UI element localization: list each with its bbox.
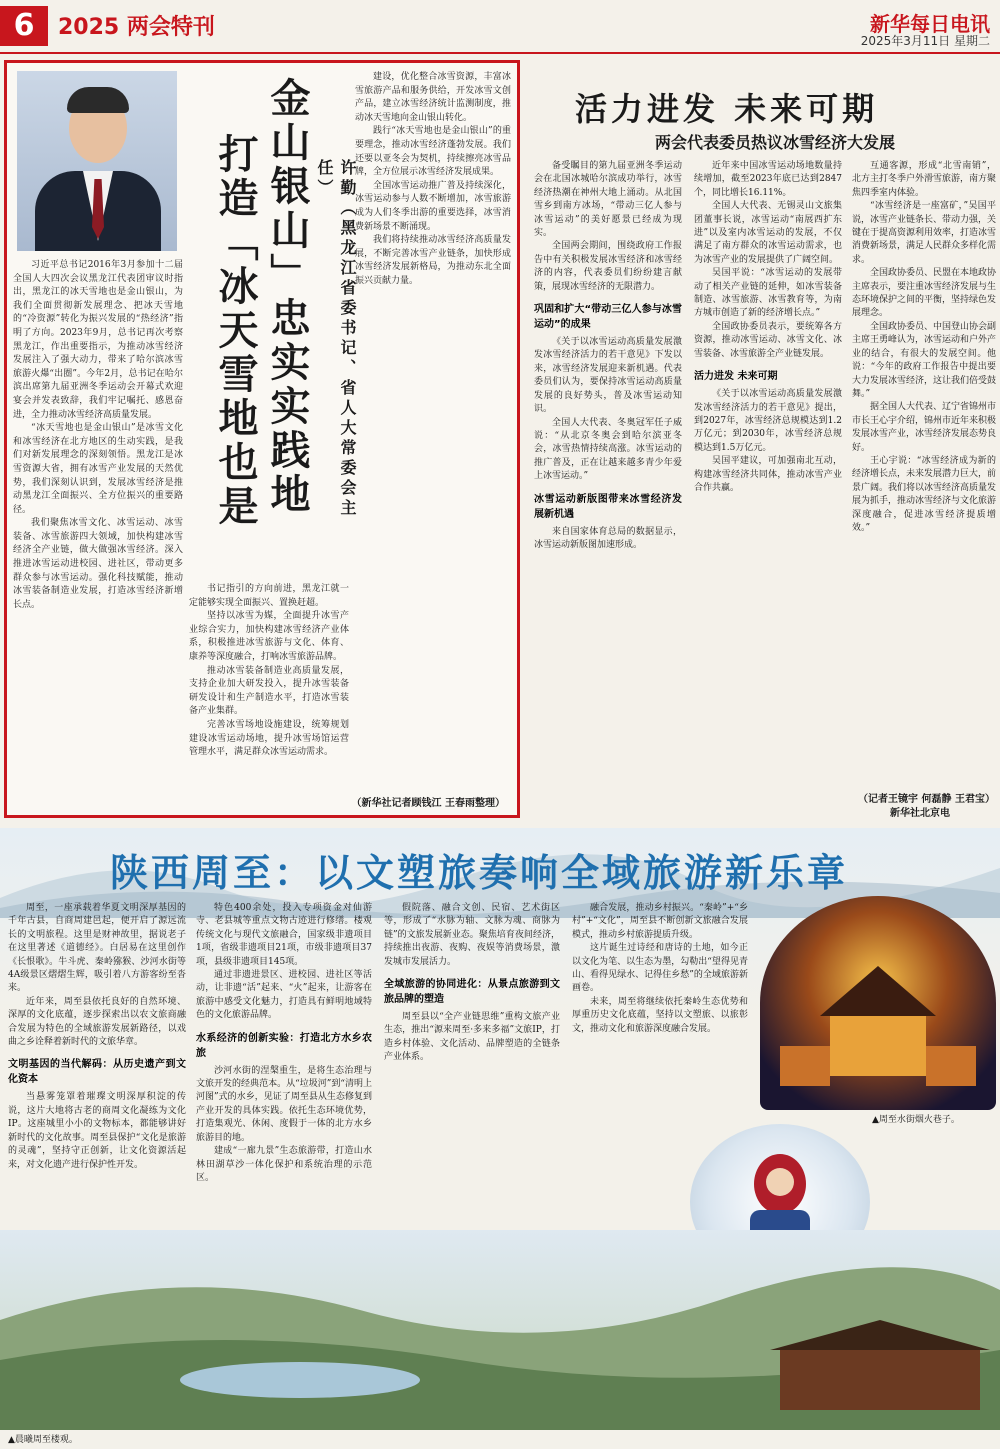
paper-name: 新华每日电讯 [870,12,990,36]
paragraph: 互通客源，形成“北雪南销”，北方主打冬季户外滑雪旅游，南方聚焦四季室内体验。 [852,161,996,198]
section-title: 2025 两会特刊 [58,15,215,40]
paragraph: 沙河水街的涅槃重生，是将生态治理与文旅开发的经典范本。从“垃圾河”到“清明上河图”式的水乡，见证了周至县从生态修复到产业开发的具体实践。依托生态环境优势，打造集观光、休闲、度假于一体的北方水乡旅游目的地。 [196,1065,372,1143]
paragraph: 全国冰雪运动推广普及持续深化，冰雪运动参与人数不断增加，冰雪旅游成为人们冬季出游的重要选择，冰雪消费新场景不断涌现。 [355,180,511,232]
article-author: 许勤（黑龙江省委书记、省人大常委会主任） [315,159,357,519]
paragraph: 践行“冰天雪地也是金山银山”的重要理念，推动冰雪经济蓬勃发展。我们还要以亚冬会为契机，持续擦亮冰雪品牌，全方位展示冰雪经济发展成果。 [355,126,511,178]
paragraph: 据全国人大代表、辽宁省锦州市市长王心宇介绍，锦州市近年来积极发展冰雪产业，冰雪经济发展态势良好。 [852,402,996,453]
bottom-article-title: 陕西周至：以文塑旅奏响全域旅游新乐章 [110,851,849,895]
subheading: 冰雪运动新版图带来冰雪经济发展新机遇 [534,493,682,520]
paragraph: 习近平总书记2016年3月参加十二届全国人大四次会议黑龙江代表团审议时指出，黑龙江的冰天雪地也是金山银山，为我们全面贯彻新发展理念、把冰天雪地的“冷资源”转化为振兴发展的“热经济”指明了方向。2023年9月，总书记再次考察黑龙江，作出重要指示，为推动冰雪经济发展注入了强大动力，带来了哈尔滨冰雪旅游火爆“出圈”。今年2月，总书记在哈尔滨出席第九届亚洲冬季运动会开幕式欢迎宴会并发表致辞，我们牢记嘱托、感恩奋进，全力推动冰雪经济高质量发展。 [13,260,183,420]
photo-caption: ▲晨曦周至楼观。 [8,1435,78,1445]
right-column-2 [694,160,842,810]
subheading: 巩固和扩大“带动三亿人参与冰雪运动”的成果 [534,304,682,331]
right-article-dateline: 新华社北京电 [890,808,950,819]
paragraph: 未来，周至将继续依托秦岭生态优势和厚重历史文化底蕴，坚持以文塑旅、以旅彰文，推动文化和旅游深度融合发展。 [572,996,748,1034]
article-column-1 [13,259,183,809]
paragraph: 建设，优化整合冰雪资源，丰富冰雪旅游产品和服务供给，开发冰雪文创产品，建立冰雪经济统计监测制度，推动冰天雪地向金山银山转化。 [355,72,511,123]
paragraph: 《关于以冰雪运动高质量发展激发冰雪经济活力的若干意见》提出，到2027年，冰雪经济总规模达到1.2万亿元；到2030年，冰雪经济总规模达到1.5万亿元。 [694,389,842,453]
article-column-2 [189,583,349,809]
paragraph: 周至县以“全产业链思维”重构文旅产业生态，推出“源来周至·多来多福”文旅IP，打造乡村体验、文化活动、品牌塑造的全链条产业体系。 [384,1012,560,1063]
paragraph: 当悬雾笼罩着璀璨文明深厚积淀的传说，这片大地将古老的商周文化凝练为文化IP。这座城里小小的文物标本，都能够讲好新时代的文化故事。周至县保护“文化是旅游的灵魂”，坚持守正创新，让文化资源活起来，对文化遗产进行保护性开发。 [8,1092,186,1170]
landscape-graphic [0,1230,1000,1430]
paragraph: 备受瞩目的第九届亚洲冬季运动会在北国冰城哈尔滨成功举行，冰雪经济热潮在神州大地上涌动。从北国雪乡到南方冰场，“带动三亿人参与冰雪运动”的美好愿景已经成为现实。 [534,161,682,239]
paragraph: 全国政协委员、民盟在本地政协主席表示，要注重冰雪经济发展与生态环境保护之间的平衡，坚持绿色发展理念。 [852,268,996,319]
paragraph: 建成“一廊九景”生态旅游带，打造山水林田湖草沙一体化保护和系统治理的示范区。 [196,1146,372,1183]
paragraph: 书记指引的方向前进，黑龙江就一定能够实现全面振兴、置换赶超。 [189,584,349,608]
photo-night-street [760,896,996,1110]
right-column-3 [852,160,996,786]
paragraph: “冰天雪地也是金山银山”是冰雪文化和冰雪经济在北方地区的生动实践，是我们对新发展理念的深刻领悟。黑龙江是冰雪资源大省，拥有冰雪产业发展的天然优势，我们深刻认识到，发展冰雪经济是推动黑龙江全面振兴、全方位振兴的重要路径。 [13,423,183,515]
night-building-graphic [760,896,996,1110]
author-photo [17,71,177,251]
left-article [4,60,520,818]
paragraph: 来自国家体育总局的数据显示，冰雪运动新版图加速形成。 [534,526,682,550]
bottom-column-4 [572,902,748,1102]
paragraph: 我们将持续推动冰雪经济高质量发展，不断完善冰雪产业链条，加快形成冰雪经济发展新格局，为推动东北全面振兴贡献力量。 [355,235,511,286]
photo-landscape [0,1230,1000,1430]
article-title-line2: 打造「冰天雪地也是 [212,133,259,529]
bottom-column-3 [384,902,560,1202]
bottom-column-1 [8,902,186,1202]
paragraph: 通过非遗进景区、进校园、进社区等活动，让非遗“活”起来、“火”起来，让游客在旅游中感受文化魅力，打造具有鲜明地域特色的文化旅游品牌。 [196,970,372,1021]
paragraph: 坚持以冰雪为媒，全面提升冰雪产业综合实力，加快构建冰雪经济产业体系，积极推进冰雪旅游与文化、体育、康养等深度融合，打响冰雪旅游品牌。 [189,611,349,662]
paragraph: 全国两会期间，围绕政府工作报告中有关积极发展冰雪经济和冰雪经济的内容，代表委员们纷纷建言献策，展现冰雪经济的无限潜力。 [534,241,682,292]
subheading: 全域旅游的协同进化：从景点旅游到文旅品牌的塑造 [384,979,560,1006]
paragraph: 假院落、融合文创、民宿、艺术街区等，形成了“水脉为轴、文脉为魂、商脉为链”的文旅发展新业态。聚焦培育夜间经济，持续推出夜游、夜购、夜娱等消费场景，激发城市发展活力。 [384,903,560,967]
paragraph: 《关于以冰雪运动高质量发展激发冰雪经济活力的若干意见》下发以来，冰雪经济发展迎来新机遇。代表委员们认为，要保持冰雪运动高质量发展的良好势头，普及冰雪运动知识。 [534,337,682,415]
paragraph: 周至，一座承载着华夏文明深厚基因的千年古县，自商周建邑起，便开启了源远流长的文明旅程。这里是财神故里，据说老子在这里著述《道德经》。白居易在这里创作《长恨歌》。牛斗虎、秦岭猕猴、沙河水街等4A级景区熠熠生辉，吸引着八方游客纷至沓来。 [8,903,186,994]
article-title-line1: 金山银山」忠实实践地 [264,77,311,517]
paragraph: 完善冰雪场地设施建设，统筹规划建设冰雪运动场地，提升冰雪场馆运营管理水平，满足群众冰雪运动需求。 [189,719,349,758]
subheading: 水系经济的创新实验：打造北方水乡农旅 [196,1032,372,1059]
photo-caption: ▲周至水街烟火巷子。 [872,1115,960,1125]
right-article-subtitle: 两会代表委员热议冰雪经济大发展 [655,133,896,152]
subheading: 活力进发 未来可期 [694,371,778,383]
paragraph: 王心宇说：“冰雪经济成为新的经济增长点，未来发展潜力巨大，前景广阔。我们将以冰雪经济高质量发展为抓手，推动冰雪经济与文化旅游深度融合，促进冰雪经济提质增效。” [852,455,996,533]
right-article-credit: （记者王镜宇 何磊静 王君宝） [858,794,995,805]
issue-date: 2025年3月11日 星期二 [860,34,990,48]
paragraph: 融合发展，推动乡村振兴。“秦岭”+“乡村”+“文化”，周至县不断创新文旅融合发展模式，推动乡村旅游提质升级。 [572,903,748,940]
subheading: 文明基因的当代解码：从历史遗产到文化资本 [8,1059,186,1086]
right-column-1 [534,160,682,810]
paragraph: 全国人大代表、无锡灵山文旅集团董事长说，冰雪运动“南展西扩东进”以及室内冰雪运动的发展，不仅满足了南方群众的冰雪运动需求，也为冰雪产业的发展提供了广阔空间。 [694,201,842,265]
bottom-column-2 [196,902,372,1202]
paragraph: 全国人大代表、冬奥冠军任子威说：“从北京冬奥会到哈尔滨亚冬会，冰雪热情持续高涨。冰雪运动的推广普及，正在让越来越多青少年爱上冰雪运动。” [534,417,682,482]
paragraph: 全国政协委员、中国登山协会副主席王勇峰认为，冰雪运动和户外产业的结合，有很大的发展空间。他说：“今年的政府工作报告中提出要大力发展冰雪经济，这让我们倍受鼓舞。” [852,321,996,399]
paragraph: 我们聚焦冰雪文化、冰雪运动、冰雪装备、冰雪旅游四大领域，加快构建冰雪经济全产业链，做大做强冰雪经济。深入推进冰雪运动进校园、进社区，带动更多群众参与冰雪运动。强化科技赋能，推动冰雪装备制造业发展，打造冰雪经济新增长点。 [13,518,183,610]
article-column-3 [355,71,511,791]
paragraph: 吴国平建议，可加强南北互动，构建冰雪经济共同体，推动冰雪产业合作共赢。 [694,456,842,493]
paragraph: 这片诞生过诗经和唐诗的土地，如今正以文化为笔、以生态为墨，勾勒出“望得见青山、看得见绿水、记得住乡愁”的全域旅游新画卷。 [572,943,748,994]
article-credit: （新华社记者顾钱江 王春雨整理） [351,798,505,809]
paragraph: 特色400余处，投入专项资金对仙游寺、老县城等重点文物古迹进行修缮。楼观传统文化与现代文旅融合，国家级非遗项目1项，省级非遗项目21项，市级非遗项目37项，县级非遗项目145项。 [196,903,372,967]
paragraph: “冰雪经济是一座富矿，”吴国平说，冰雪产业链条长、带动力强，关键在于提高资源利用效率，打造冰雪消费新场景，满足人民群众多样化需求。 [852,201,996,265]
paragraph: 全国政协委员表示，要统筹各方资源，推动冰雪运动、冰雪文化、冰雪装备、冰雪旅游全产业链发展。 [694,321,842,359]
page-number: 6 [0,6,48,46]
right-article-title: 活力进发 未来可期 [575,90,879,128]
paragraph: 近年来中国冰雪运动场地数量持续增加，截至2023年底已达到2847个，同比增长16.11%。 [694,161,842,198]
paragraph: 推动冰雪装备制造业高质量发展，支持企业加大研发投入，提升冰雪装备研发设计和生产制造水平，打造冰雪装备产业集群。 [189,665,349,717]
paragraph: 吴国平说：“冰雪运动的发展带动了相关产业链的延伸，如冰雪装备制造、冰雪旅游、冰雪教育等，为南方城市创造了新的经济增长点。” [694,268,842,319]
paragraph: 近年来，周至县依托良好的自然环境、深厚的文化底蕴，逐步探索出以农文旅商融合发展为特色的全域旅游发展新路径，以戏曲之乡诠释着新时代的文旅华章。 [8,996,186,1048]
